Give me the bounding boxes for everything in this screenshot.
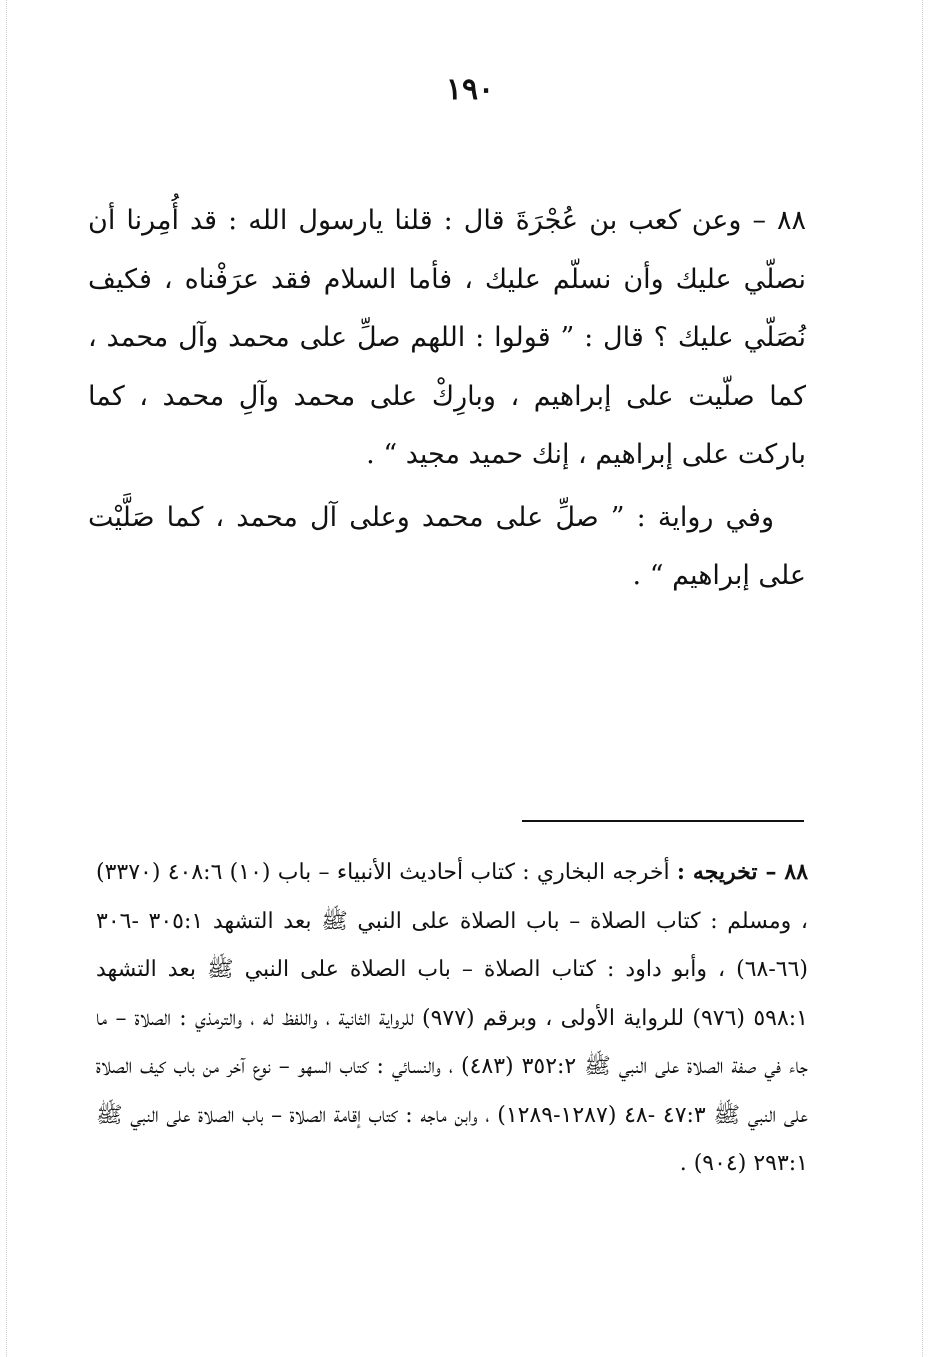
footnote — [96, 848, 808, 1189]
scan-margin-dots-left — [6, 0, 7, 1357]
footnote-text: أخرجه البخاري : كتاب أحاديث الأنبياء – باب (١٠) ٤٠٨:٦ (٣٣٧٠) ، ومسلم : كتاب الصلاة – باب الصلاة على النبي ﷺ بعد التشهد ٣٠٥:١ -٣٠٦ (٦٦-٦٨) ، وأبو داود : كتاب الصلاة – باب الصلاة على النبي ﷺ بعد التشهد ٥٩٨:١ (٩٧٦) للرواية الأولى ، وبرقم (٩٧٧) للرواية الثانية ، واللفظ له ، والترمذي : الصلاة – ما جاء في صفة الصلاة على النبي ﷺ ٣٥٢:٢ (٤٨٣) ، والنسائي : كتاب السهو – نوع آخر من باب كيف الصلاة على النبي ﷺ ٤٧:٣ -٤٨ (١٢٨٧-١٢٨٩) ، وابن ماجه : كتاب إقامة الصلاة – باب الصلاة على النبي ﷺ ٢٩٣:١ (٩٠٤) . — [96, 860, 808, 1176]
footnote-separator — [522, 820, 804, 822]
scan-margin-dots-right — [922, 0, 923, 1357]
footnote-paragraph — [96, 848, 808, 1189]
footnote-label: ٨٨ – تخريجه : — [676, 859, 809, 885]
page-number: ١٩٠ — [445, 72, 495, 107]
hadith-paragraph: ٨٨ – وعن كعب بن عُجْرَةَ قال : قلنا يارسول الله : قد أُمِرنا أن نصلّي عليك وأن نسلّم عليك ، فأما السلام فقد عرَفْناه ، فكيف نُصَلّي عليك ؟ قال : ” قولوا : اللهم صلِّ على محمد وآل محمد ، كما صلّيت على إبراهيم ، وبارِكْ على محمد وآلِ محمد ، كما باركت على إبراهيم ، إنك حميد مجيد “ . — [88, 205, 806, 470]
hadith-text — [88, 192, 806, 606]
hadith-variant-paragraph: وفي رواية : ” صلِّ على محمد وعلى آل محمد ، كما صَلَّيْت على إبراهيم “ . — [88, 501, 806, 591]
